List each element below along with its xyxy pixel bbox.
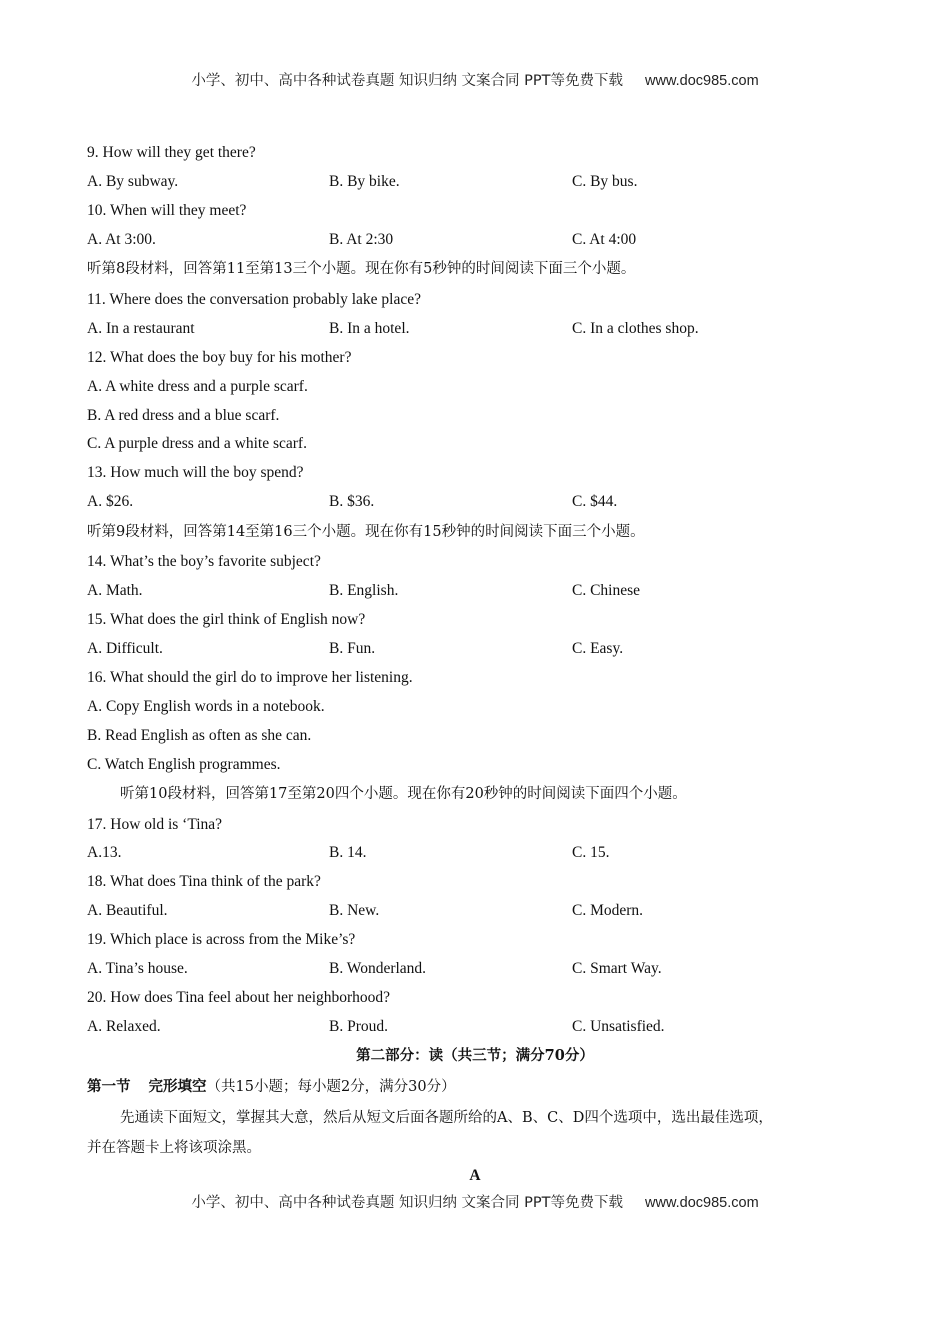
q9-option-a: A. By subway. [87,173,179,190]
q10-option-c: C. At 4:00 [572,231,637,248]
q20-option-b: B. Proud. [329,1018,388,1035]
section-1-label: 第一节 [87,1078,131,1095]
q15-option-c: C. Easy. [572,640,624,657]
question-20: 20. How does Tina feel about her neighborhood? [87,989,391,1006]
question-13: 13. How much will the boy spend? [87,464,304,481]
q17-option-b: B. 14. [329,844,367,861]
q12-option-c: C. A purple dress and a white scarf. [87,435,307,452]
q19-option-b: B. Wonderland. [329,960,427,977]
q14-option-a: A. Math. [87,582,143,599]
question-14: 14. What’s the boy’s favorite subject? [87,553,321,570]
page-header [0,69,950,90]
q11-option-a: A. In a restaurant [87,320,195,337]
q15-option-a: A. Difficult. [87,640,163,657]
section-1-heading [87,1077,456,1097]
passage-label: A [469,1167,481,1184]
q13-option-b: B. $36. [329,493,375,510]
section-1-detail: （共15小题；每小题2分，满分30分） [206,1079,456,1095]
q19-option-c: C. Smart Way. [572,960,662,977]
q9-option-b: B. By bike. [329,173,400,190]
page-footer [0,1191,950,1212]
q13-option-c: C. $44. [572,493,618,510]
directions-line-1: 先通读下面短文，掌握其大意，然后从短文后面各题所给的A、B、C、D四个选项中，选出最佳选项， [120,1110,773,1126]
q9-option-c: C. By bus. [572,173,638,190]
section-1-name: 完形填空 [148,1078,207,1095]
question-15: 15. What does the girl think of English now? [87,611,366,628]
q16-option-c: C. Watch English programmes. [87,756,281,773]
footer-text: 小学、初中、高中各种试卷真题 知识归纳 文案合同 PPT等免费下载 [191,1195,624,1211]
q17-option-c: C. 15. [572,844,610,861]
footer-url[interactable]: www.doc985.com [645,1195,759,1211]
instruction-section-10: 听第10段材料，回答第17至第20四个小题。现在你有20秒钟的时间阅读下面四个小题。 [120,786,687,802]
part-2-title: 第二部分：读（共三节；满分70分） [356,1047,594,1064]
q17-option-a: A.13. [87,844,122,861]
q20-option-a: A. Relaxed. [87,1018,161,1035]
q16-option-b: B. Read English as often as she can. [87,727,312,744]
header-text: 小学、初中、高中各种试卷真题 知识归纳 文案合同 PPT等免费下载 [191,73,624,89]
q18-option-c: C. Modern. [572,902,644,919]
question-19: 19. Which place is across from the Mike’s? [87,931,356,948]
question-11: 11. Where does the conversation probably lake place? [87,291,421,308]
q14-option-c: C. Chinese [572,582,641,599]
header-url[interactable]: www.doc985.com [645,73,759,89]
q18-option-a: A. Beautiful. [87,902,168,919]
question-9: 9. How will they get there? [87,144,256,161]
q19-option-a: A. Tina’s house. [87,960,188,977]
q12-option-a: A. A white dress and a purple scarf. [87,378,308,395]
directions-line-2: 并在答题卡上将该项涂黑。 [87,1140,261,1156]
q10-option-b: B. At 2:30 [329,231,394,248]
q10-option-a: A. At 3:00. [87,231,156,248]
question-16: 16. What should the girl do to improve her listening. [87,669,413,686]
q12-option-b: B. A red dress and a blue scarf. [87,407,280,424]
question-17: 17. How old is ‘Tina? [87,816,223,833]
q16-option-a: A. Copy English words in a notebook. [87,698,325,715]
question-10: 10. When will they meet? [87,202,247,219]
q15-option-b: B. Fun. [329,640,376,657]
question-12: 12. What does the boy buy for his mother? [87,349,352,366]
question-18: 18. What does Tina think of the park? [87,873,321,890]
q11-option-b: B. In a hotel. [329,320,410,337]
instruction-section-9: 听第9段材料，回答第14至第16三个小题。现在你有15秒钟的时间阅读下面三个小题。 [87,524,645,540]
q14-option-b: B. English. [329,582,399,599]
q11-option-c: C. In a clothes shop. [572,320,699,337]
q20-option-c: C. Unsatisfied. [572,1018,665,1035]
q13-option-a: A. $26. [87,493,134,510]
q18-option-b: B. New. [329,902,380,919]
instruction-section-8: 听第8段材料，回答第11至第13三个小题。现在你有5秒钟的时间阅读下面三个小题。 [87,261,636,277]
